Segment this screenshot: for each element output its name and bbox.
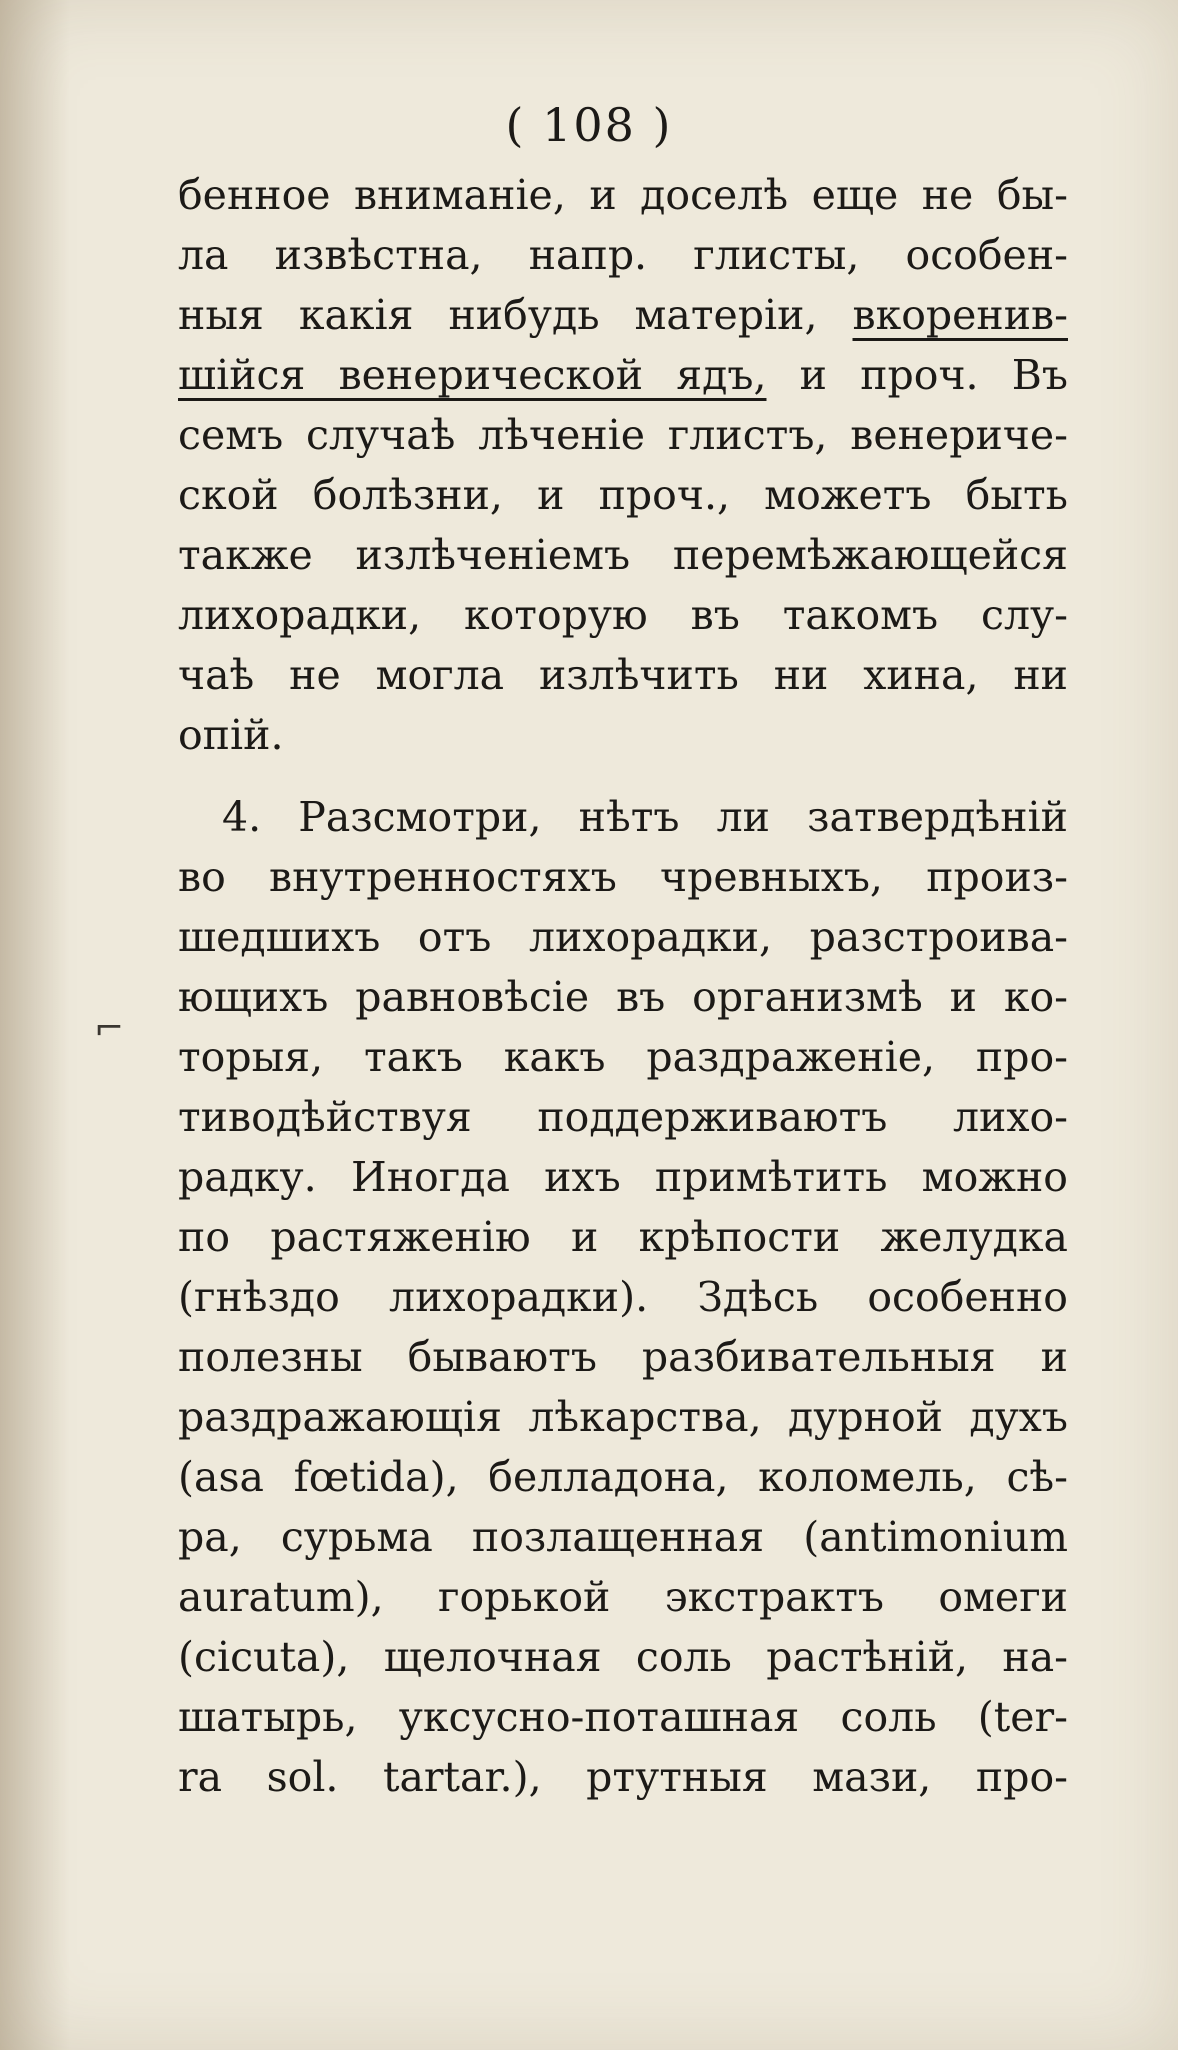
page-spine-shadow [0,0,70,2050]
text-line: ющихъ равновѣсіе въ организмѣ и ко- [178,973,1068,1021]
line-segment: ныя какія нибудь матеріи, [178,291,853,339]
text-line: бенное вниманіе, и доселѣ еще не бы- [178,171,1068,219]
text-line: полезны бываютъ разбивательныя и [178,1333,1068,1381]
text-line: семъ случаѣ лѣченіе глистъ, венериче- [178,411,1068,459]
text-line: лихорадки, которую въ такомъ слу- [178,591,1068,639]
text-line: (гнѣздо лихорадки). Здѣсь особенно [178,1273,1068,1321]
text-line: чаѣ не могла излѣчить ни хина, ни [178,651,1068,699]
text-line: (asa fœtida), белладона, коломель, сѣ- [178,1453,1068,1501]
paragraph-start-line: 4. Разсмотри, нѣтъ ли затвердѣній [222,793,1068,841]
text-line: во внутренностяхъ чревныхъ, произ- [178,853,1068,901]
text-line: торыя, такъ какъ раздраженіе, про- [178,1033,1068,1081]
text-line: auratum), горькой экстрактъ омеги [178,1573,1068,1621]
text-line: шатырь, уксусно-поташная соль (ter- [178,1693,1068,1741]
margin-pencil-mark: ⌐ [94,1008,125,1049]
text-line: ла извѣстна, напр. глисты, особен- [178,231,1068,279]
body-text [178,165,1068,1807]
line-segment: и проч. Въ [766,351,1068,399]
underlined-phrase: вкоренив- [852,291,1068,339]
text-line: (cicuta), щелочная соль растѣній, на- [178,1633,1068,1681]
text-line: тиводѣйствуя поддерживаютъ лихо- [178,1093,1068,1141]
text-line: шедшихъ отъ лихорадки, разстроива- [178,913,1068,961]
paragraph-gap [178,765,1068,787]
text-line [178,345,1068,405]
text-line: ра, сурьма позлащенная (antimonium [178,1513,1068,1561]
page-number: ( 108 ) [505,98,673,152]
text-line: опій. [178,711,284,759]
text-line [178,285,1068,345]
underlined-phrase: шійся венерической ядъ, [178,351,767,399]
text-line: ской болѣзни, и проч., можетъ быть [178,471,1068,519]
text-line: также излѣченіемъ перемѣжающейся [178,531,1068,579]
text-line: ra sol. tartar.), ртутныя мази, про- [178,1753,1068,1801]
text-line: радку. Иногда ихъ примѣтить можно [178,1153,1068,1201]
text-line: по растяженію и крѣпости желудка [178,1213,1068,1261]
text-line: раздражающія лѣкарства, дурной духъ [178,1393,1068,1441]
